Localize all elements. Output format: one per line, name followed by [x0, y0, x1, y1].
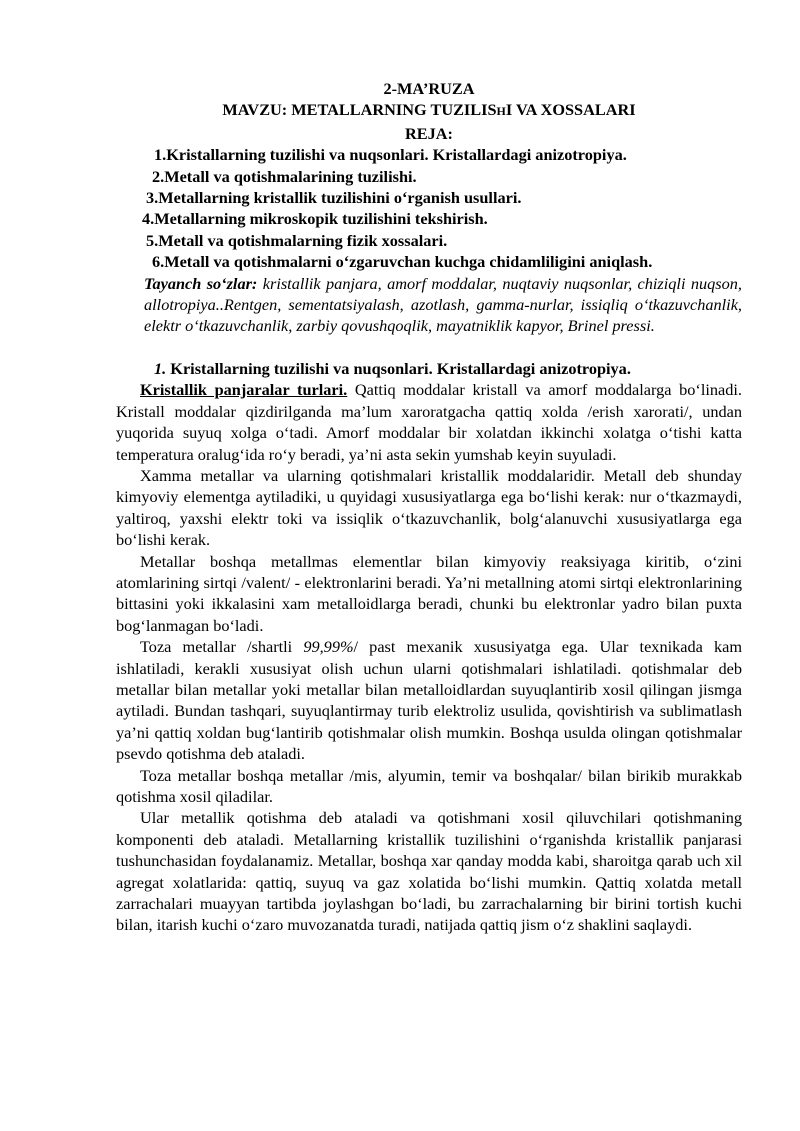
plan-heading: REJA: — [405, 123, 453, 143]
plan-item: 5.Metall va qotishmalarning fizik xossalari. — [146, 230, 448, 250]
topic-suffix: I VA XOSSALARI — [505, 100, 636, 120]
paragraph — [116, 636, 742, 764]
plan-item: 3.Metallarning kristallik tuzilishini o‘rganish usullari. — [146, 188, 522, 208]
lecture-heading: 2-MA’RUZA — [383, 79, 475, 98]
paragraph: Toza metallar boshqa metallar /mis, alyumin, temir va boshqalar/ bilan birikib murakkab qotishma xosil qiladilar. — [116, 765, 742, 806]
section-title-text: Kristallarning tuzilishi va nuqsonlari. Kristallardagi anizotropiya. — [166, 358, 631, 378]
paragraph: Ular metallik qotishma deb ataladi va qotishmani xosil qiluvchilari qotishmaning komponenti deb ataladi. Metallarning kristallik tuzilishini o‘rganishda kristallik panjarasi tushunchasidan foydalanamiz. Metallar, boshqa xar qanday modda kabi, sharoitga qarab uch xil agregat xolatlarida: qattiq, suyuq va gaz xolatida bo‘lishi mumkin. Qattiq xolatda metall zarrachalari muayyan tartibda joylashgan bo‘ladi, bu zarrachalarning bir birini tortish kuchi bilan, itarish kuchi o‘zaro muvozanatda turadi, natijada qattiq jism o‘z shaklini saqlaydi. — [116, 808, 742, 935]
topic-prefix: MAVZU: METALLARNING TUZILIS — [222, 100, 497, 120]
section-number: 1. — [154, 358, 167, 378]
keywords-block — [144, 273, 742, 337]
keywords-text: kristallik panjara, amorf moddalar, nuqtaviy nuqsonlar, chiziqli nuqson, allotropiya..Rentgen, sementatsiyalash, azotlash, gamma-nurlar, issiqliq o‘tkazuvchanlik, elektr o‘tkazuvchanlik, zarbiy qovushqoqlik, mayatniklik kapyor, Brinel pressi. — [144, 273, 742, 336]
section-title — [116, 358, 742, 379]
plan-item: 1.Kristallarning tuzilishi va nuqsonlari. Kristallardagi anizotropiya. — [154, 145, 627, 165]
topic-heading — [116, 99, 742, 122]
paragraph: Metallar boshqa metallmas elementlar bilan kimyoviy reaksiyaga kiritib, o‘zini atomlarining sirtqi /valent/ - elektronlarini beradi. Ya’ni metallning atomi sirtqi elektronlarining bittasini yoki ikkalasini xam metalloidlarga beradi, chunki bu elektronlar yadro bilan puxta bog‘lanmagan bo‘ladi. — [116, 551, 742, 635]
paragraph-text: Toza metallar /shartli — [140, 637, 304, 657]
subsection-title: Kristallik panjaralar turlari. — [140, 380, 348, 400]
plan-item: 2.Metall va qotishmalarining tuzilishi. — [152, 166, 417, 186]
paragraph: Xamma metallar va ularning qotishmalari kristallik moddalaridir. Metall deb shunday kimyoviy elementga aytiladiki, u quyidagi xususiyatlarga ega bo‘lishi kerak: nur o‘tkazmaydi, yaltiroq, yaxshi elektr toki va issiqlik o‘tkazuvchanlik, bolg‘alanuvchi xususiyatlarga ega bo‘lishi kerak. — [116, 465, 742, 550]
paragraph — [116, 379, 742, 465]
purity-value: 99,99% — [303, 637, 354, 657]
plan-item: 6.Metall va qotishmalarni o‘zgaruvchan kuchga chidamliligini aniqlash. — [152, 252, 653, 272]
keywords-label: Tayanch so‘zlar: — [144, 273, 258, 293]
document-page — [116, 78, 742, 936]
plan-item: 4.Metallarning mikroskopik tuzilishini tekshirish. — [142, 209, 488, 229]
paragraph-text: Qattiq moddalar kristall va amorf moddalarga bo‘linadi. Kristall moddalar qizdirilganda ma’lum xaroratgacha qattiq xolda /erish xarorati/, undan yuqorida suyuq xolga o‘tadi. Amorf moddalar bir xolatdan ikkinchi xolatga o‘tishi katta temperatura oralug‘ida ro‘y beradi, ya’ni asta sekin yumshab keyin suyuladi. — [116, 380, 742, 464]
topic-small-letter: H — [496, 104, 506, 119]
paragraph-text: / past mexanik xususiyatga ega. Ular texnikada kam ishlatiladi, kerakli xususiyat olish uchun ularni qotishmalari ishlatiladi. qotishmalar deb metallar bilan metallar yoki metallar bilan metalloidlardan suyuqlantirib xosil qilingan jismga aytiladi. Bundan tashqari, suyuqlantirmay turib elektroliz usulida, qovishtirish va sublimatlash ya’ni qattiq xoldan bug‘lantirib qotishmalar olish mumkin. Boshqa usulda olingan qotishmalar psevdo qotishma deb ataladi. — [116, 637, 742, 764]
